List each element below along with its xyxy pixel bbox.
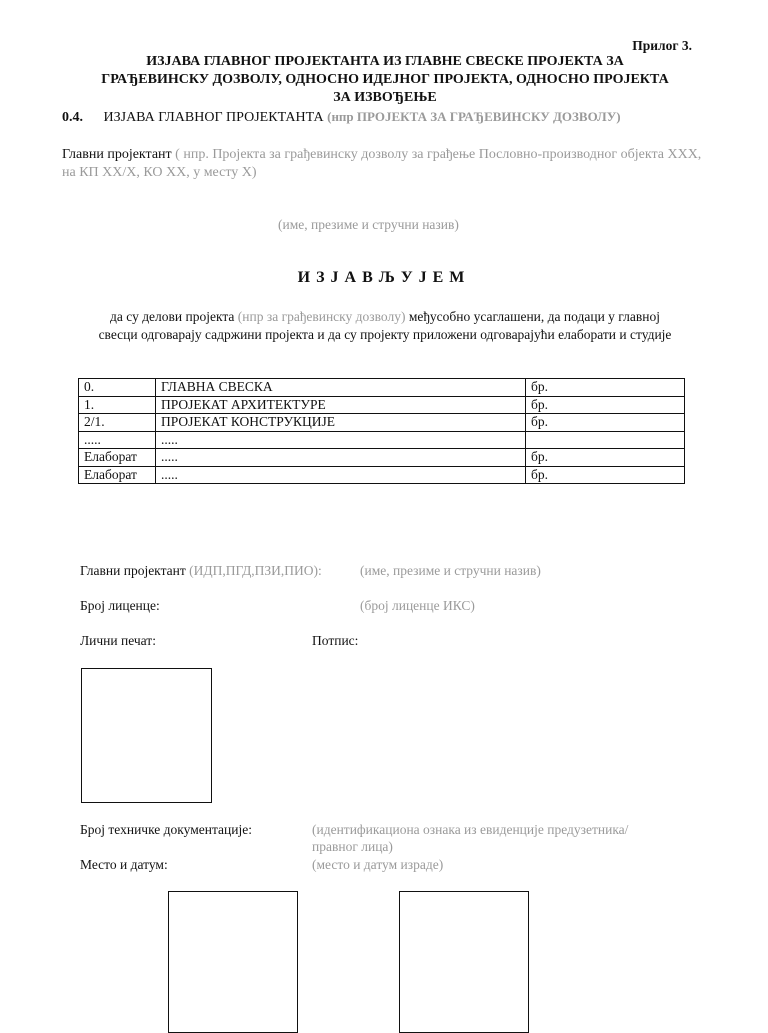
stamp-box-left: [168, 891, 298, 1033]
stamp-box-right: [399, 891, 529, 1033]
table-row: [79, 396, 685, 414]
section-note: (нпр ПРОЈЕКТА ЗА ГРАЂЕВИНСКУ ДОЗВОЛУ): [327, 109, 621, 124]
declaration-text-a: да су делови пројекта: [110, 309, 235, 324]
place-date-placeholder: (место и датум израде): [312, 857, 444, 872]
table-cell: 1.: [79, 396, 156, 414]
table-cell: бр.: [526, 379, 685, 397]
table-cell: ПРОЈЕКАТ АРХИТЕКТУРЕ: [156, 396, 526, 414]
table-cell: 0.: [79, 379, 156, 397]
place-date-label: Место и датум:: [80, 857, 168, 872]
declaration-heading: ИЗЈАВЉУЈЕМ: [297, 269, 471, 286]
seal-label: Лични печат:: [80, 633, 156, 648]
section-number: 0.4.: [62, 110, 83, 125]
declaration-text-b: међусобно усаглашени, да подаци у главној свесци одговарају садржини пројекта и да су пројекту приложени одговарајући елаборати и студије: [98, 309, 672, 342]
signature-name-placeholder: (име, презиме и стручни назив): [360, 563, 541, 578]
signature-chief-designer-label: Главни пројектант: [80, 563, 186, 578]
chief-designer-label: Главни пројектант: [62, 147, 172, 162]
table-cell: бр.: [526, 449, 685, 467]
table-cell: ПРОЈЕКАТ КОНСТРУКЦИЈЕ: [156, 414, 526, 432]
annex-label: Прилог 3.: [632, 38, 692, 53]
techdoc-placeholder-line2: правног лица): [312, 839, 393, 854]
table-cell: .....: [156, 466, 526, 484]
table-cell: .....: [156, 431, 526, 449]
signature-label: Потпис:: [312, 633, 359, 648]
title-line: ГРАЂЕВИНСКУ ДОЗВОЛУ, ОДНОСНО ИДЕЈНОГ ПРОЈЕКТА, ОДНОСНО ПРОЈЕКТА: [101, 72, 669, 87]
declaration-text: [90, 308, 680, 344]
project-parts-table: [78, 378, 685, 484]
table-cell: бр.: [526, 466, 685, 484]
table-row: [79, 379, 685, 397]
declaration-note: (нпр за грађевинску дозволу): [237, 309, 406, 324]
table-cell: .....: [156, 449, 526, 467]
chief-designer-note: ( нпр. Пројекта за грађевинску дозволу за грађење Пословно-производног објекта ХХХ, на КП ХХ/Х, КО ХХ, у месту Х): [62, 147, 702, 180]
table-cell: Елаборат: [79, 466, 156, 484]
table-cell: Елаборат: [79, 449, 156, 467]
table-cell: бр.: [526, 414, 685, 432]
name-placeholder: (име, презиме и стручни назив): [278, 217, 459, 232]
signature-chief-designer: [80, 563, 322, 579]
document-title: [60, 53, 710, 107]
signature-chief-designer-types: (ИДП,ПГД,ПЗИ,ПИО):: [189, 563, 322, 578]
table-cell: 2/1.: [79, 414, 156, 432]
licence-placeholder: (број лиценце ИКС): [360, 598, 475, 613]
table-cell: .....: [79, 431, 156, 449]
table-cell: [526, 431, 685, 449]
table-row: [79, 414, 685, 432]
seal-box: [81, 668, 212, 803]
table-row: [79, 449, 685, 467]
section-heading: [62, 109, 621, 126]
table-cell: бр.: [526, 396, 685, 414]
title-line: ИЗЈАВА ГЛАВНОГ ПРОЈЕКТАНТА ИЗ ГЛАВНЕ СВЕСКЕ ПРОЈЕКТА ЗА: [146, 54, 624, 69]
licence-label: Број лиценце:: [80, 598, 160, 613]
table-row: [79, 466, 685, 484]
table-row: [79, 431, 685, 449]
techdoc-placeholder-line1: (идентификациона ознака из евиденције предузетника/: [312, 822, 629, 837]
table-cell: ГЛАВНА СВЕСКА: [156, 379, 526, 397]
chief-designer-block: [62, 146, 702, 182]
section-title: ИЗЈАВА ГЛАВНОГ ПРОЈЕКТАНТА: [103, 110, 324, 125]
techdoc-label: Број техничке документације:: [80, 822, 252, 837]
title-line: ЗА ИЗВОЂЕЊЕ: [333, 90, 437, 105]
